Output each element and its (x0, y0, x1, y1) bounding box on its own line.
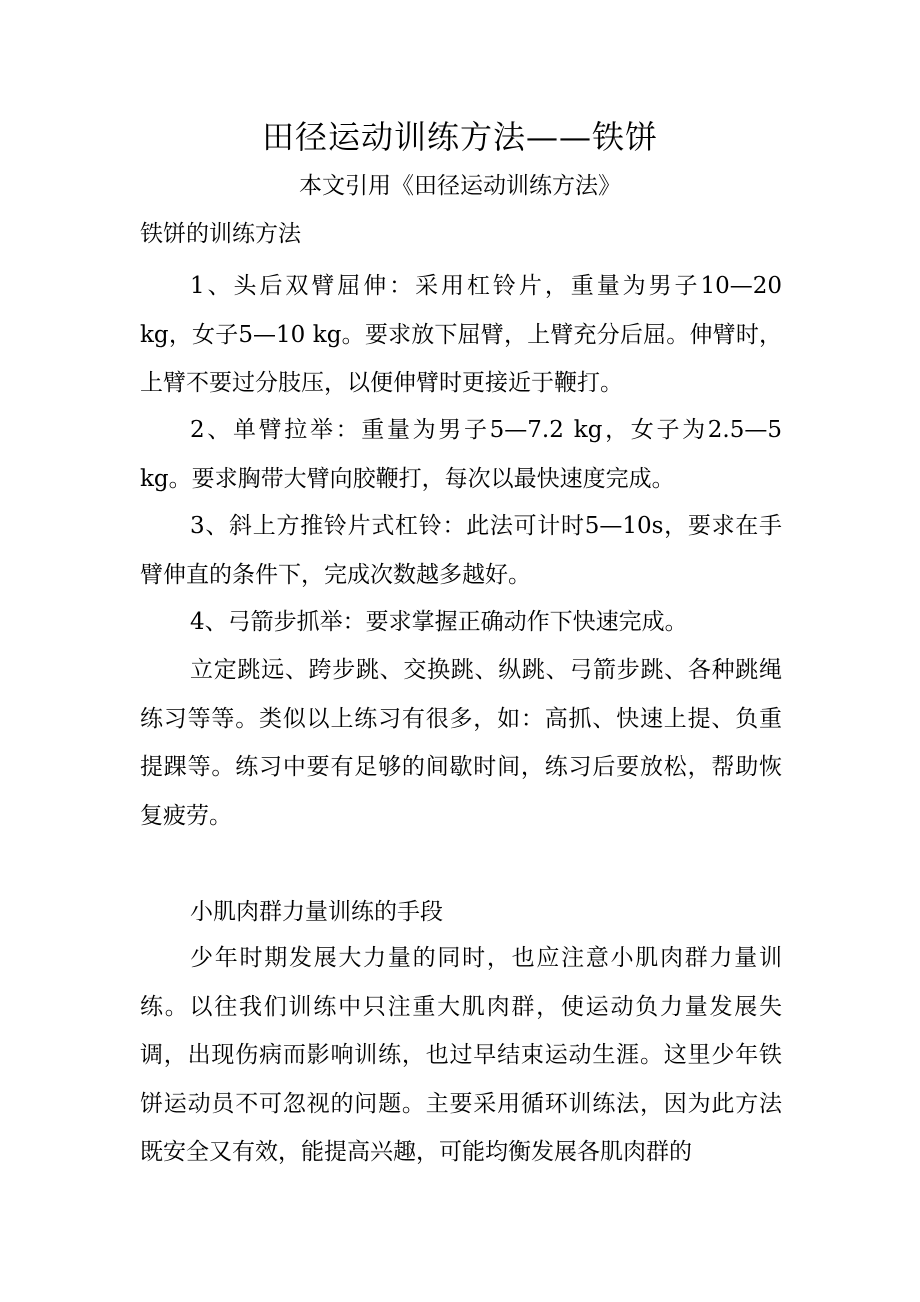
paragraph-1: 1、头后双臂屈伸：采用杠铃片，重量为男子10—20 kg，女子5—10 kg。要求放下屈臂，上臂充分后屈。伸臂时，上臂不要过分肢压，以便伸臂时更接近于鞭打。 (140, 273, 782, 396)
paragraph-4: 4、弓箭步抓举：要求掌握正确动作下快速完成。 (190, 609, 688, 635)
document-title: 田径运动训练方法——铁饼 (261, 118, 658, 156)
document-subtitle: 本文引用《田径运动训练方法》 (299, 173, 621, 199)
paragraph-2: 2、单臂拉举：重量为男子5—7.2 kg，女子为2.5—5 kg。要求胸带大臂向胶鞭打，每次以最快速度完成。 (140, 417, 782, 492)
section-label: 铁饼的训练方法 (140, 221, 301, 247)
paragraph-3: 3、斜上方推铃片式杠铃：此法可计时5—10s，要求在手臂伸直的条件下，完成次数越多越好。 (140, 513, 782, 588)
subsection-heading: 小肌肉群力量训练的手段 (190, 899, 443, 925)
paragraph-6: 少年时期发展大力量的同时，也应注意小肌肉群力量训练。以往我们训练中只注重大肌肉群，使运动负力量发展失调，出现伤病而影响训练，也过早结束运动生涯。这里少年铁饼运动员不可忽视的问题。主要采用循环训练法，因为此方法既安全又有效，能提高兴趣，可能均衡发展各肌肉群的 (140, 945, 782, 1165)
paragraph-5: 立定跳远、跨步跳、交换跳、纵跳、弓箭步跳、各种跳绳练习等等。类似以上练习有很多，如：高抓、快速上提、负重提踝等。练习中要有足够的间歇时间，练习后要放松，帮助恢复疲劳。 (140, 657, 782, 829)
